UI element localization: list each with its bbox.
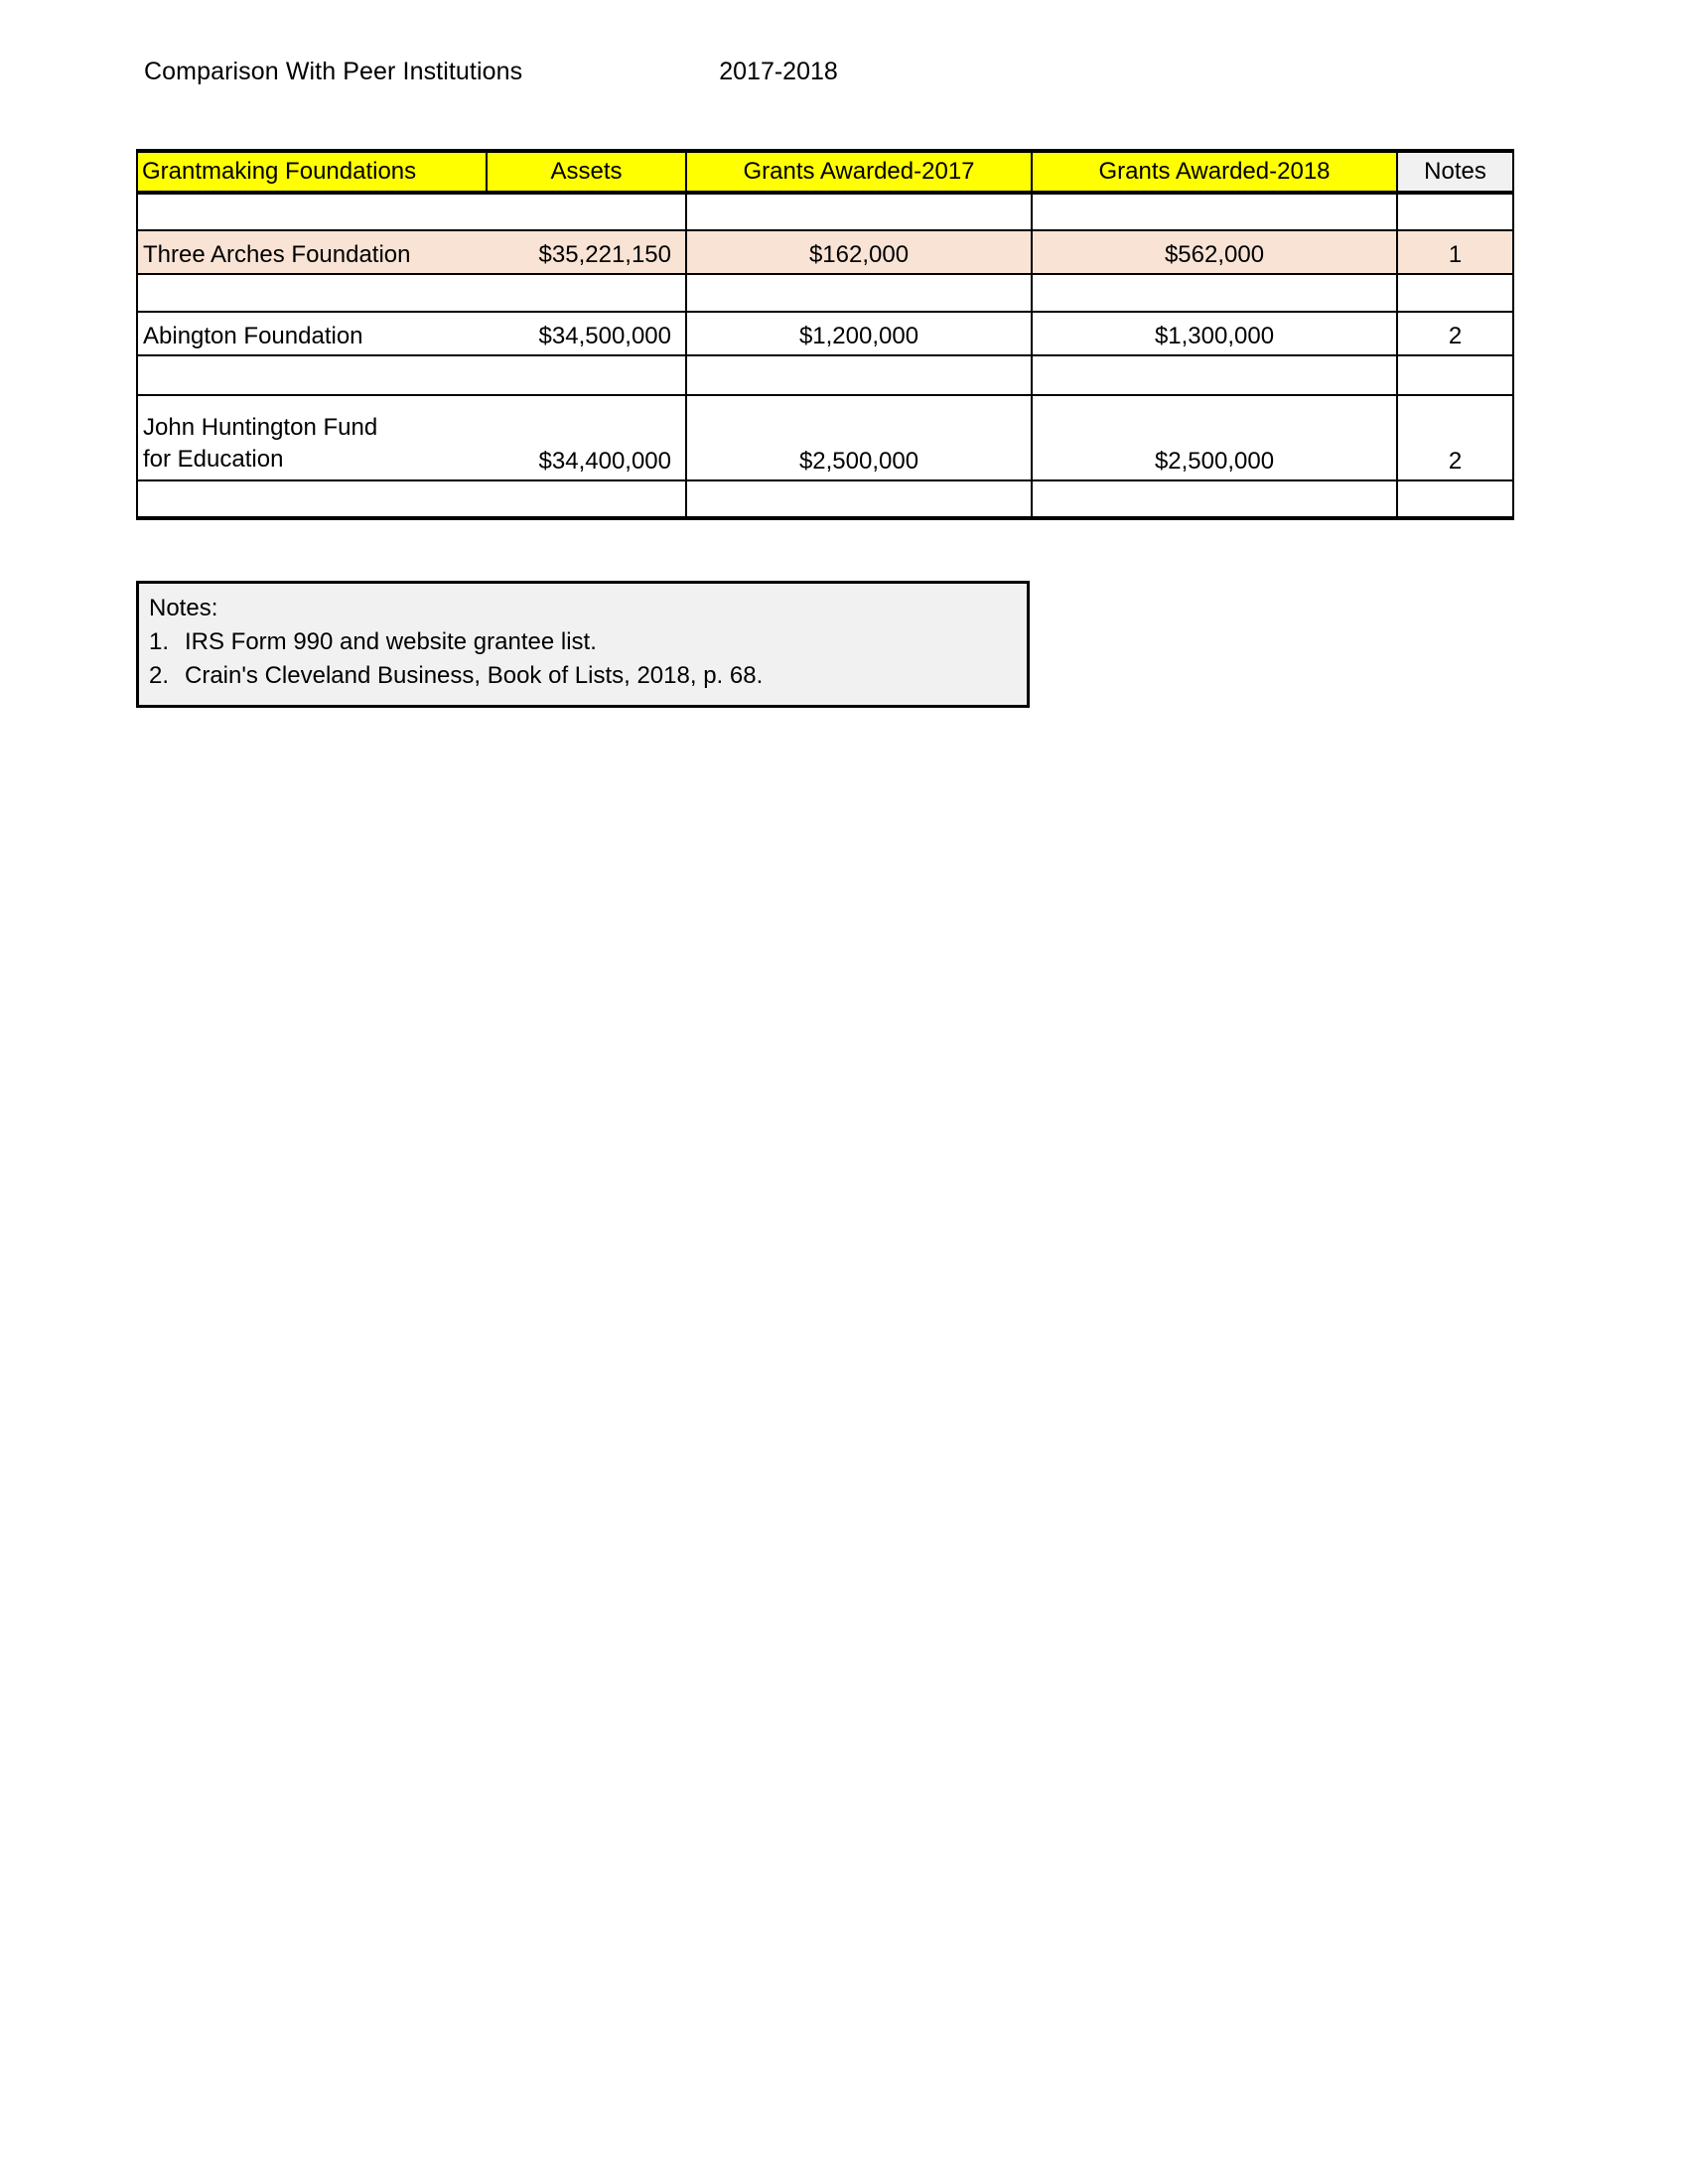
- cell-foundation-name: Three Arches Foundation: [137, 230, 487, 274]
- spacer-cell-2018: [1032, 355, 1397, 395]
- note-item-number: 2.: [149, 662, 170, 690]
- note-item-text: Crain's Cleveland Business, Book of Lists, 2018, p. 68.: [185, 662, 764, 690]
- cell-grants-2018: $2,500,000: [1032, 395, 1397, 480]
- spacer-row: [137, 193, 1513, 230]
- spacer-row: [137, 274, 1513, 312]
- table-header-row: [137, 151, 1513, 193]
- cell-grants-2017: $2,500,000: [686, 395, 1032, 480]
- spacer-cell-2017: [686, 480, 1032, 518]
- column-header-assets: Assets: [487, 151, 686, 193]
- table-row: [137, 395, 1513, 480]
- spacer-cell-notes: [1397, 480, 1513, 518]
- spacer-cell-2018: [1032, 274, 1397, 312]
- spacer-cell-2017: [686, 355, 1032, 395]
- cell-assets: $34,500,000: [487, 312, 686, 355]
- spacer-cell-2018: [1032, 480, 1397, 518]
- notes-box: [136, 581, 1030, 708]
- cell-grants-2018: $562,000: [1032, 230, 1397, 274]
- cell-note-reference: 1: [1397, 230, 1513, 274]
- spacer-row: [137, 355, 1513, 395]
- peer-comparison-table: [136, 149, 1514, 520]
- cell-foundation-name-line1: John Huntington Fund: [143, 413, 378, 441]
- page-title: Comparison With Peer Institutions: [144, 58, 523, 85]
- spacer-cell-2017: [686, 274, 1032, 312]
- column-header-grants-awarded-2017: Grants Awarded-2017: [686, 151, 1032, 193]
- spacer-cell-2018: [1032, 193, 1397, 230]
- cell-assets: $34,400,000: [487, 395, 686, 480]
- reporting-period: 2017-2018: [719, 58, 838, 85]
- cell-foundation-name: Abington Foundation: [137, 312, 487, 355]
- note-item: [149, 659, 1017, 693]
- column-header-grantmaking-foundations: Grantmaking Foundations: [137, 151, 487, 193]
- column-header-notes: Notes: [1397, 151, 1513, 193]
- cell-note-reference: 2: [1397, 312, 1513, 355]
- cell-foundation-name: [137, 395, 487, 480]
- spacer-cell-name-assets: [137, 355, 686, 395]
- cell-grants-2018: $1,300,000: [1032, 312, 1397, 355]
- table-row: [137, 312, 1513, 355]
- cell-grants-2017: $162,000: [686, 230, 1032, 274]
- spacer-cell-name-assets: [137, 480, 686, 518]
- cell-assets: $35,221,150: [487, 230, 686, 274]
- note-item-number: 1.: [149, 628, 170, 656]
- cell-grants-2017: $1,200,000: [686, 312, 1032, 355]
- spacer-cell-2017: [686, 193, 1032, 230]
- spacer-cell-notes: [1397, 355, 1513, 395]
- note-item: [149, 625, 1017, 659]
- column-header-grants-awarded-2018: Grants Awarded-2018: [1032, 151, 1397, 193]
- cell-note-reference: 2: [1397, 395, 1513, 480]
- spacer-cell-notes: [1397, 193, 1513, 230]
- spacer-row: [137, 480, 1513, 518]
- document-title-row: [144, 58, 838, 86]
- table-row: [137, 230, 1513, 274]
- note-item-text: IRS Form 990 and website grantee list.: [185, 628, 597, 656]
- cell-foundation-name-line2: for Education: [143, 445, 284, 473]
- spacer-cell-name-assets: [137, 193, 686, 230]
- spacer-cell-notes: [1397, 274, 1513, 312]
- spacer-cell-name-assets: [137, 274, 686, 312]
- notes-heading: Notes:: [149, 595, 218, 621]
